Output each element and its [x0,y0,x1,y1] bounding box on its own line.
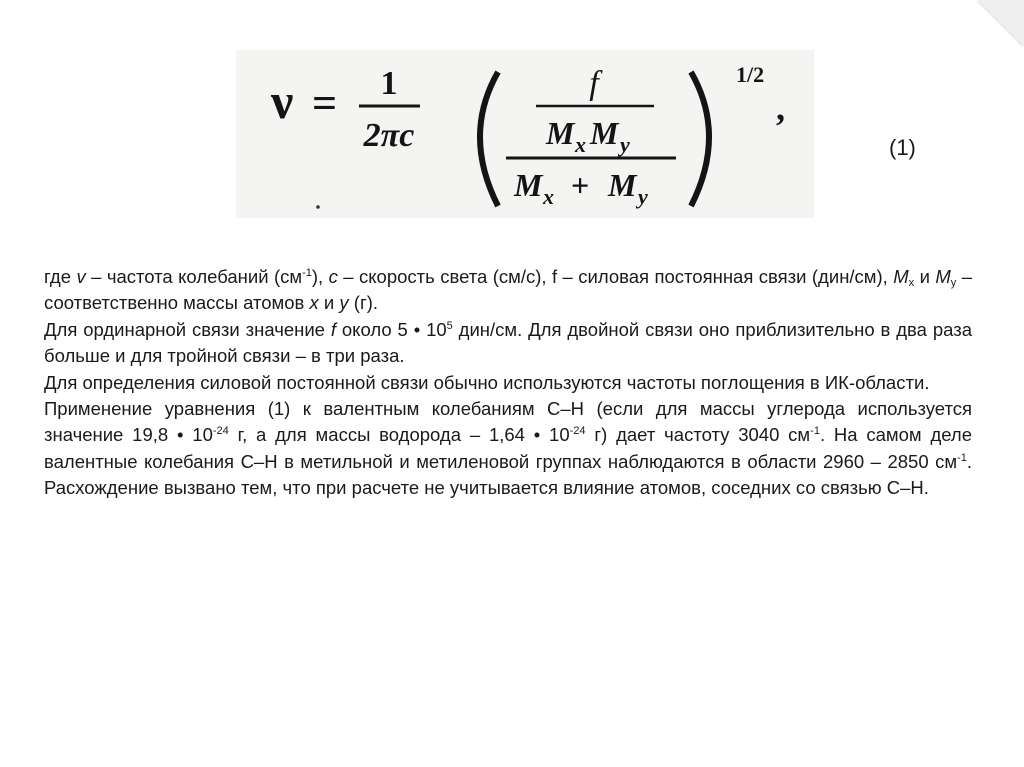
formula-svg [236,50,814,218]
formula-left-paren [480,72,498,206]
formula-mx-2: M [514,167,543,203]
formula-my-2: M [608,167,637,203]
body-text [44,264,972,502]
paragraph-ch-vibrations: Применение уравнения (1) к валентным колебаниям С–Н (если для массы углерода используется значение 19,8 • $10^{-24}$ г, а для массы водорода – 1,64 • $10^{-24}$ г) дает частоту 3040 $см^{-1}$. На самом деле валентные колебания С–Н в метильной и метиленовой группах наблюдаются в области 2960 – 2850 $см^{-1}$. Расхождение вызвано тем, что при расчете не учитывается влияние атомов, соседних со связью С–Н. [44,398,972,499]
formula-equals: = [312,79,338,128]
page-curl-corner [978,0,1024,46]
formula-mx-1: M [546,115,575,151]
equation-number: (1) [889,135,916,160]
formula-sub-y-2: y [638,184,648,209]
formula-sub-x-2: x [543,184,554,209]
formula-exponent: 1/2 [736,62,765,87]
formula-comma: , [776,88,785,128]
paragraph-single-bond: Для ординарной связи значение f около 5 • $10^5$ дин/см. Для двойной связи оно приблизительно в два раза больше и для тройной связи – в три раза. [44,318,972,367]
formula-my-1: M [590,115,619,151]
formula-image [236,50,814,218]
formula-plus: + [571,167,590,203]
formula-2pic: 2πc [363,117,415,154]
formula-nu: ν [271,73,294,129]
formula-right-paren [691,72,709,206]
formula-sub-y-1: y [620,132,630,157]
formula-one: 1 [380,65,398,102]
formula-f: f [589,65,599,102]
formula-scan-speck [316,205,320,209]
formula-sub-x-1: x [575,132,586,157]
paragraph-definitions: где v – частота колебаний $(см^{-1})$, с – скорость света (см/с), f – силовая постоянная связи (дин/см), $M_x$ и $M_y$ – соответственно массы атомов x и y (г). [44,266,972,314]
paragraph-ir-region: Для определения силовой постоянной связи обычно используются частоты поглощения в ИК-области. [44,371,930,393]
